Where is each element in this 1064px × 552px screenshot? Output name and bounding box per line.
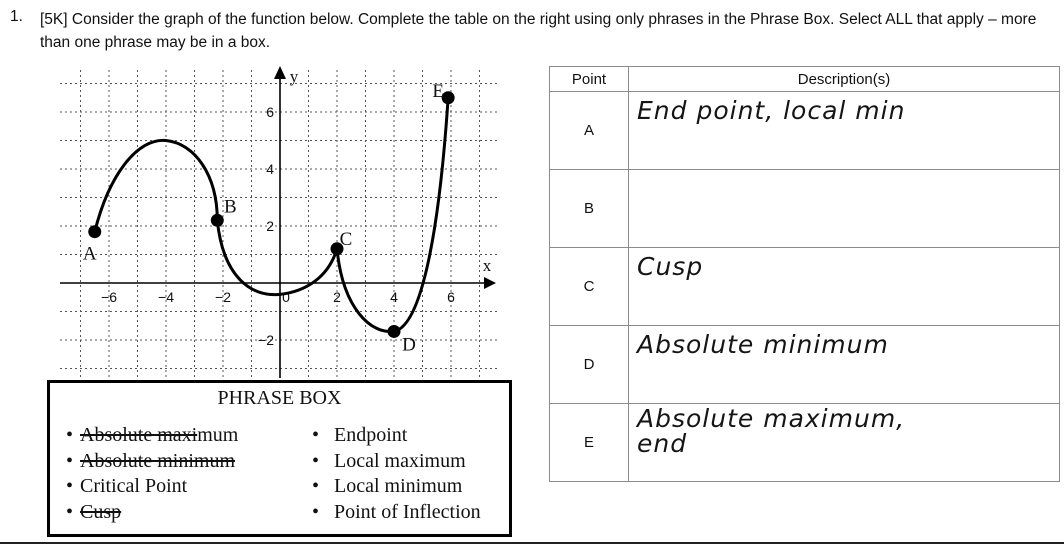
- point-b-marker: [211, 214, 224, 227]
- phrase-list-left: [66, 423, 238, 525]
- y-axis-label: y: [289, 67, 299, 86]
- table-row: [550, 404, 1060, 482]
- graph-axes: [60, 66, 496, 378]
- x-tick-label: 4: [390, 289, 398, 305]
- header-point: Point: [550, 67, 629, 92]
- phrase-item: • Absolute minimum: [66, 449, 235, 472]
- question-text: [5K] Consider the graph of the function below. Complete the table on the right using only phrases in the Phrase Box. Select ALL that apply – more than one phrase may be in a box.: [40, 11, 1037, 51]
- table-row: [550, 170, 1060, 248]
- x-tick-label: −2: [215, 289, 231, 305]
- point-c-label: C: [339, 228, 353, 250]
- phrase-list-right: [312, 423, 481, 525]
- phrase-item: • Absolute maximum: [66, 424, 239, 446]
- point-e-label: E: [432, 80, 444, 102]
- phrase-item: • Local minimum: [312, 475, 463, 497]
- handwritten-answer: Cusp: [637, 252, 704, 281]
- y-axis-arrow: [274, 66, 286, 79]
- question-number: 1.: [10, 8, 23, 25]
- x-axis-label: x: [482, 256, 492, 275]
- point-cell: B: [550, 170, 629, 248]
- phrase-item: • Endpoint: [312, 424, 408, 446]
- y-tick-label: 6: [266, 104, 274, 120]
- description-table: [549, 66, 1060, 482]
- point-a-marker: [88, 225, 101, 238]
- x-tick-label: 6: [447, 289, 455, 305]
- page-rule: [0, 542, 1064, 544]
- table-row: [550, 92, 1060, 170]
- point-d-label: D: [402, 334, 416, 356]
- header-description: Description(s): [629, 67, 1060, 92]
- point-cell: A: [550, 92, 629, 170]
- description-cell[interactable]: [629, 170, 1060, 248]
- x-tick-label: 2: [333, 289, 341, 305]
- function-graph: [0, 0, 545, 380]
- phrase-item: • Critical Point: [66, 475, 188, 497]
- x-tick-label: −4: [158, 289, 174, 305]
- description-cell[interactable]: [629, 248, 1060, 326]
- y-tick-label: −2: [258, 332, 274, 348]
- description-cell[interactable]: [629, 326, 1060, 404]
- phrase-box-title: PHRASE BOX: [217, 387, 342, 409]
- point-cell: C: [550, 248, 629, 326]
- description-cell[interactable]: [629, 92, 1060, 170]
- table-row: [550, 326, 1060, 404]
- table-row: [550, 248, 1060, 326]
- phrase-item: • Cusp: [66, 500, 122, 523]
- y-tick-label: 2: [266, 218, 274, 234]
- x-tick-label: −6: [101, 289, 117, 305]
- point-d-marker: [388, 325, 401, 338]
- point-cell: E: [550, 404, 629, 482]
- tick-labels: [101, 67, 492, 348]
- x-axis-arrow: [484, 277, 496, 289]
- y-tick-label: 4: [266, 161, 274, 177]
- phrase-item: • Point of Inflection: [312, 500, 481, 523]
- point-cell: D: [550, 326, 629, 404]
- phrase-item: • Local maximum: [312, 449, 466, 472]
- point-a-label: A: [82, 243, 97, 265]
- handwritten-answer: Absolute maximum, end: [637, 404, 906, 458]
- handwritten-answer: Absolute minimum: [637, 330, 889, 359]
- x-tick-label: 0: [282, 289, 290, 305]
- description-cell[interactable]: [629, 404, 1060, 482]
- handwritten-answer: End point, local min: [637, 96, 906, 125]
- phrase-box: [47, 380, 512, 537]
- point-b-label: B: [223, 196, 237, 218]
